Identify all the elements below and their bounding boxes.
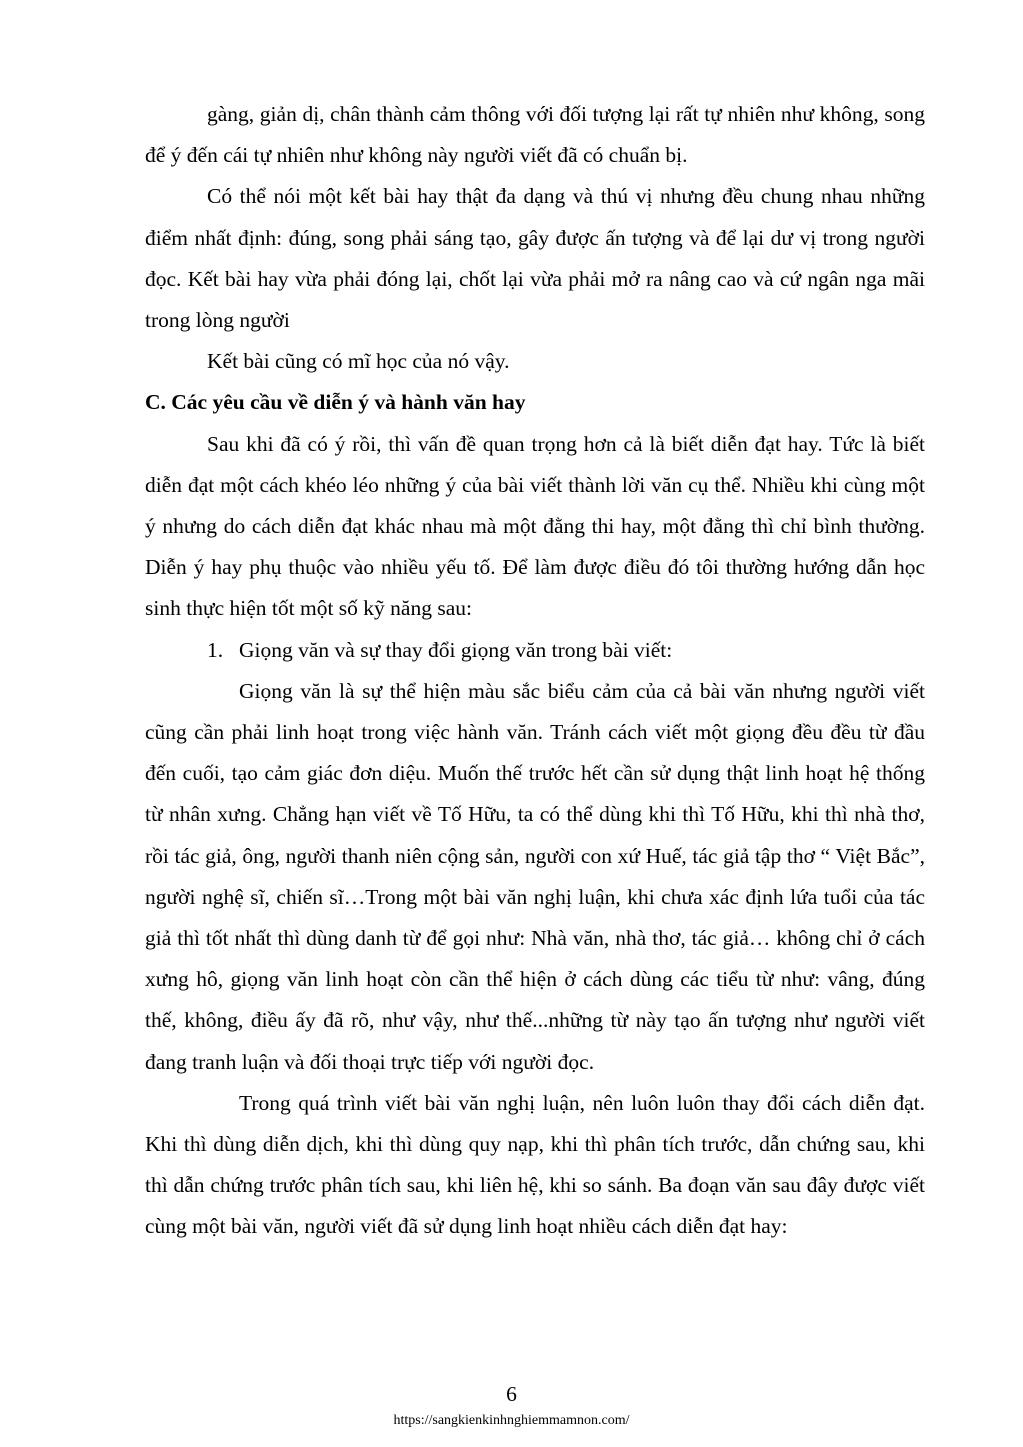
paragraph-4: Sau khi đã có ý rồi, thì vấn đề quan trọng hơn cả là biết diễn đạt hay. Tức là biết diễn đạt một cách khéo léo những ý của bài viết thành lời văn cụ thể. Nhiều khi cùng một ý nhưng do cách diễn đạt khác nhau mà một đằng thi hay, một đằng thì chỉ bình thường. Diễn ý hay phụ thuộc vào nhiều yếu tố. Để làm được điều đó tôi thường hướng dẫn học sinh thực hiện tốt một số kỹ năng sau: [145, 431, 925, 621]
page-number: 6 [506, 1382, 517, 1406]
paragraph-6: Trong quá trình viết bài văn nghị luận, nên luôn luôn thay đổi cách diễn đạt. Khi thì dùng diễn dịch, khi thì dùng quy nạp, khi thì phân tích trước, dẫn chứng sau, khi thì dẫn chứng trước phân tích sau, khi liên hệ, khi so sánh. Ba đoạn văn sau đây được viết cùng một bài văn, người viết đã sử dụng linh hoạt nhiều cách diễn đạt hay: [145, 1090, 925, 1239]
paragraph-2: Có thể nói một kết bài hay thật đa dạng và thú vị nhưng đều chung nhau những điểm nhất định: đúng, song phải sáng tạo, gây được ấn tượng và để lại dư vị trong người đọc. Kết bài hay vừa phải đóng lại, chốt lại vừa phải mở ra nâng cao và cứ ngân nga mãi trong lòng người [145, 184, 925, 333]
paragraph-5: Giọng văn là sự thể hiện màu sắc biểu cảm của cả bài văn nhưng người viết cũng cần phải linh hoạt trong việc hành văn. Tránh cách viết một giọng đều đều từ đầu đến cuối, tạo cảm giác đơn diệu. Muốn thế trước hết cần sử dụng thật linh hoạt hệ thống từ nhân xưng. Chẳng hạn viết về Tố Hữu, ta có thể dùng khi thì Tố Hữu, khi thì nhà thơ, rồi tác giả, ông, người thanh niên cộng sản, người con xứ Huế, tác giả tập thơ “ Việt Bắc”, người nghệ sĩ, chiến sĩ…Trong một bài văn nghị luận, khi chưa xác định lứa tuổi của tác giả thì tốt nhất thì dùng danh từ để gọi như: Nhà văn, nhà thơ, tác giả… không chỉ ở cách xưng hô, giọng văn linh hoạt còn cần thể hiện ở cách dùng các tiểu từ như: vâng, đúng thế, không, điều ấy đã rõ, như vậy, như thế...những từ này tạo ấn tượng như người viết đang tranh luận và đối thoại trực tiếp với người đọc. [145, 678, 925, 1074]
document-page [145, 94, 925, 1248]
section-heading-c: C. Các yêu cầu về diễn ý và hành văn hay [145, 390, 526, 415]
list-item-text: Giọng văn và sự thay đổi giọng văn trong bài viết: [239, 637, 673, 662]
paragraph-3: Kết bài cũng có mĩ học của nó vậy. [207, 349, 510, 374]
list-item-number: 1. [207, 637, 224, 662]
paragraph-1: gàng, giản dị, chân thành cảm thông với đối tượng lại rất tự nhiên như không, song để ý đến cái tự nhiên như không này người viết đã có chuẩn bị. [145, 102, 925, 168]
list-item-1 [145, 630, 925, 671]
footer-url: https://sangkienkinhnghiemmamnon.com/ [393, 1413, 630, 1428]
